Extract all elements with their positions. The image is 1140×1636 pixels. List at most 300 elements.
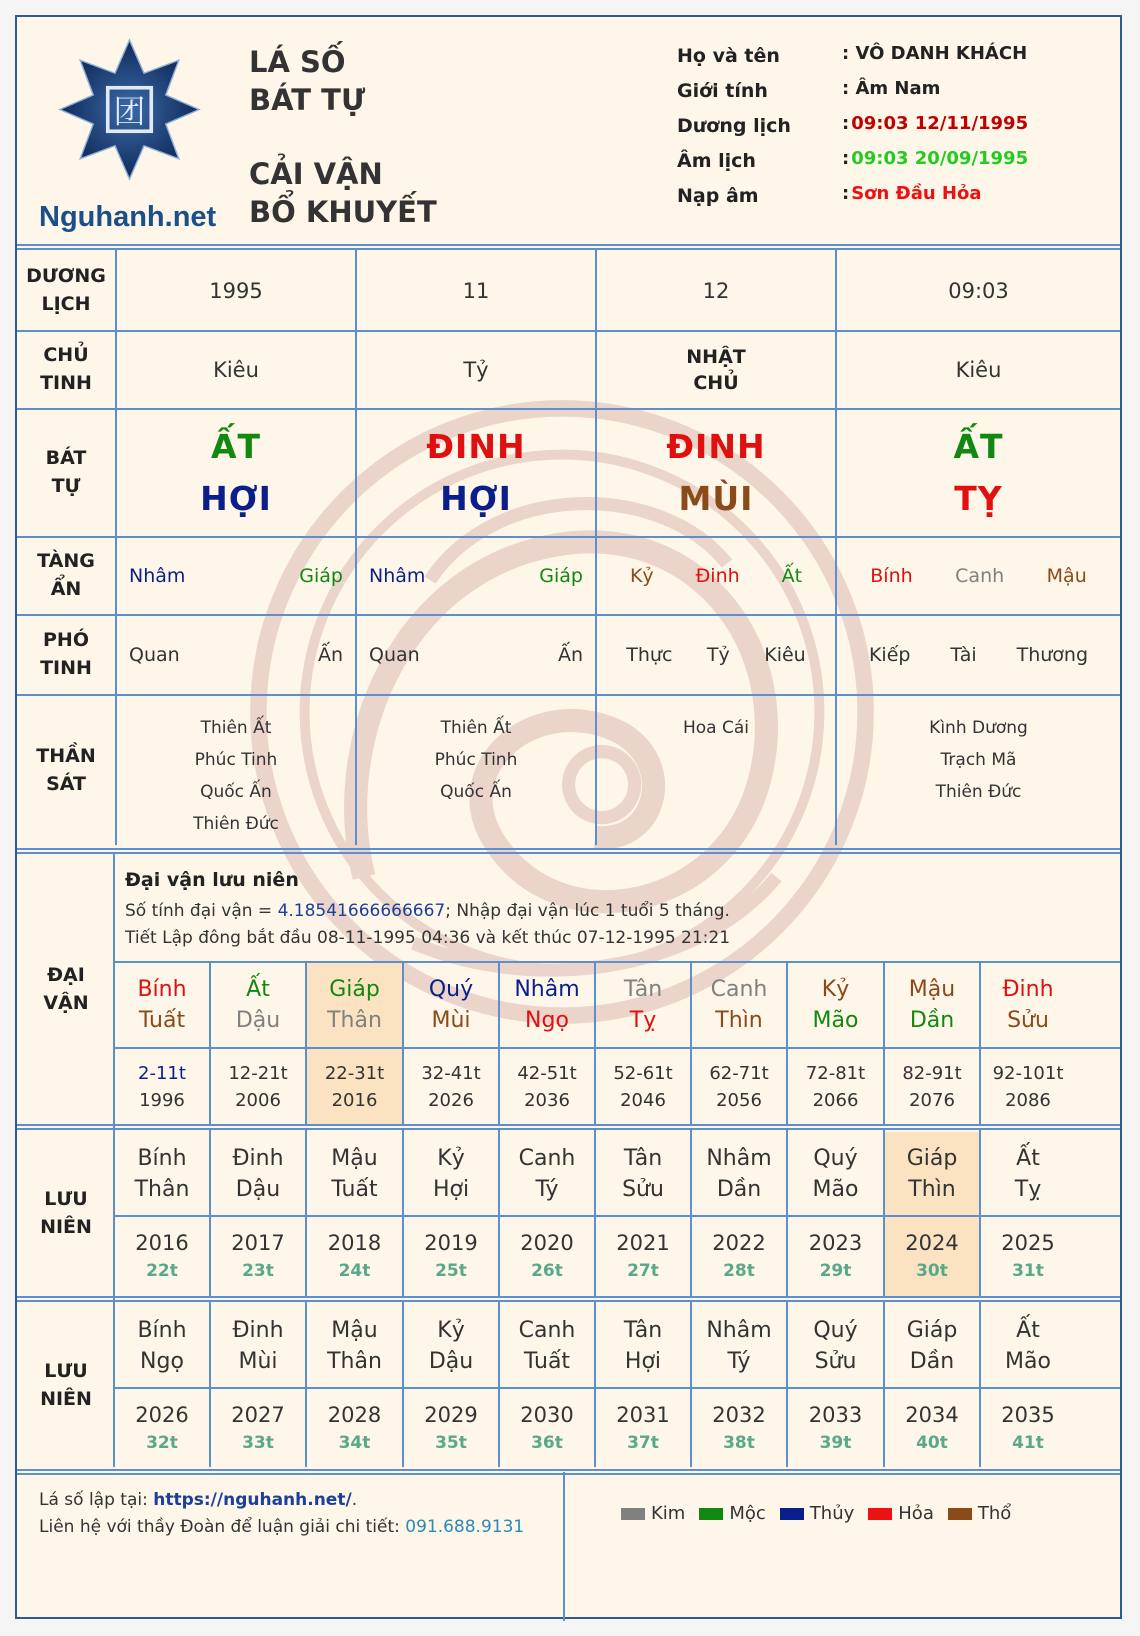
dai-van-age-range: 52-61t [613, 1062, 673, 1084]
luu-nien-year-stack [712, 1401, 765, 1457]
duong-lich-value [837, 252, 1120, 330]
luu-nien-stack [137, 1315, 186, 1377]
luu-nien-year-stack [616, 1401, 669, 1457]
dai-van-can: Quý [428, 977, 474, 1002]
luu-nien-year-cell [788, 1389, 883, 1469]
hidden-stem: Nhâm [369, 565, 426, 587]
luu-nien-year-stack [135, 1229, 188, 1285]
row-label-chu_tinh [17, 330, 115, 408]
luu-nien-chi: Dậu [428, 1348, 474, 1374]
dai-van-age [115, 1049, 209, 1124]
than-sat-item: Thiên Đức [193, 814, 279, 834]
pho-tinh-cell [117, 616, 355, 694]
luu-nien-stack [1005, 1315, 1051, 1377]
sub-star: Quan [369, 644, 420, 666]
row-label-text [36, 742, 95, 798]
luu-nien-year-cell [981, 1217, 1075, 1296]
luu-nien-age: 23t [242, 1260, 274, 1281]
hidden-stem: Canh [955, 565, 1005, 587]
bat-tu-stack [953, 421, 1003, 525]
luu-nien-can: Canh [518, 1317, 576, 1343]
legend-swatch [868, 1508, 892, 1520]
sub-star: Thực [626, 644, 673, 666]
dai-van-pillar [692, 963, 786, 1047]
row-label-line: TINH [40, 657, 92, 679]
than-sat-item: Hoa Cái [682, 718, 750, 738]
luu-nien-pillar [981, 1304, 1075, 1387]
double-divider [17, 244, 1120, 250]
luu-nien-can: Quý [813, 1145, 858, 1171]
luu-nien-year-cell [307, 1389, 402, 1469]
footer-source: Lá số lập tại: https://nguhanh.net/. [39, 1490, 358, 1510]
pho-tinh-cell [357, 616, 595, 694]
dai-van-can: Giáp [329, 977, 380, 1002]
luu-nien-age: 24t [338, 1260, 371, 1281]
chu-tinh-value [117, 332, 355, 408]
luu-nien-pillar [500, 1304, 594, 1387]
dai-van-can: Nhâm [514, 977, 580, 1002]
luu-nien-age: 29t [819, 1260, 852, 1281]
dai-van-pillar [596, 963, 690, 1047]
legend-label: Kim [651, 1503, 686, 1524]
hidden-stem: Ất [781, 565, 803, 587]
bat-tu-pillar [357, 410, 595, 536]
luu-nien-chi: Thân [134, 1176, 190, 1202]
sub-star: Thương [1016, 644, 1089, 666]
chu-tinh-line: CHỦ [693, 372, 739, 394]
luu-nien-age: 26t [531, 1260, 563, 1281]
row-label-line: DƯƠNG [26, 265, 106, 287]
luu-nien-can: Canh [518, 1145, 576, 1171]
bat-tu-pillar [597, 410, 835, 536]
info-value [842, 148, 1028, 169]
legend-swatch [621, 1508, 645, 1520]
luu-nien-year: 2034 [905, 1403, 959, 1427]
luu-nien-age: 25t [435, 1260, 467, 1281]
luu-nien-age: 38t [723, 1433, 755, 1453]
luu-nien-pillar [692, 1304, 786, 1387]
dai-van-can: Kỷ [821, 977, 850, 1002]
luu-nien-age: 27t [627, 1260, 659, 1281]
luu-nien-age: 28t [723, 1260, 755, 1281]
luu-nien-year-cell [596, 1217, 690, 1296]
luu-nien-year: 2017 [231, 1230, 285, 1255]
double-divider [17, 1296, 1120, 1302]
luu-nien-stack [706, 1315, 771, 1377]
luu-nien-year-stack [328, 1401, 381, 1457]
dai-van-chi: Mão [812, 1008, 859, 1033]
luu-nien-year-stack [616, 1229, 669, 1285]
luu-nien-chi: Sửu [622, 1176, 664, 1202]
luu-nien-can: Nhâm [706, 1317, 772, 1343]
dai-van-year: 2006 [235, 1089, 281, 1111]
luu-nien-year: 2031 [616, 1403, 670, 1427]
title-line3: CẢI VẬN [249, 157, 383, 191]
legend-item [868, 1503, 934, 1524]
dai-van-age [788, 1049, 883, 1124]
luu-nien-year: 2020 [520, 1230, 574, 1255]
luu-nien-can: Bính [137, 1317, 187, 1343]
tang-an-cell [357, 538, 595, 614]
dai-van-age [981, 1049, 1075, 1124]
luu-nien-can: Đinh [232, 1317, 284, 1343]
luu-nien-stack [622, 1143, 664, 1205]
earthly-branch: MÙI [678, 479, 754, 518]
row-label-luu_nien [17, 1130, 115, 1296]
dai-van-chi: Dần [909, 1008, 955, 1033]
chu-tinh-value [357, 332, 595, 408]
duong-lich-value [117, 252, 355, 330]
chu-tinh-text [686, 344, 745, 396]
dai-van-stack [1002, 974, 1053, 1036]
luu-nien-chi: Ngọ [140, 1348, 184, 1374]
dai-van-age-stack [613, 1060, 672, 1114]
chu-tinh-text [213, 358, 259, 382]
dai-van-stack [624, 974, 662, 1036]
dai-van-year: 2066 [812, 1089, 859, 1111]
double-divider [17, 848, 1120, 854]
luu-nien-year-cell [885, 1389, 979, 1469]
luu-nien-year: 2032 [712, 1403, 766, 1427]
chu-tinh-line: Kiêu [213, 358, 259, 382]
earthly-branch: HỢI [440, 479, 512, 518]
row-label-line: CHỦ [43, 344, 89, 366]
luu-nien-year-cell [692, 1389, 786, 1469]
luu-nien-year-stack [809, 1401, 862, 1457]
luu-nien-pillar [692, 1132, 786, 1215]
dai-van-can: Ất [246, 977, 270, 1002]
dai-van-chi: Ngọ [525, 1008, 569, 1033]
duong-lich-text: 1995 [209, 279, 263, 303]
luu-nien-age: 39t [819, 1433, 852, 1453]
dai-van-heading: Đại vận lưu niên [125, 869, 299, 891]
dai-van-age [404, 1049, 498, 1124]
row-label-line: LƯU [44, 1188, 88, 1210]
luu-nien-pillar [981, 1132, 1075, 1215]
luu-nien-can: Đinh [232, 1145, 284, 1171]
luu-nien-pillar [788, 1304, 883, 1387]
legend-item [780, 1503, 854, 1524]
dai-van-pillar [885, 963, 979, 1047]
luu-nien-year: 2026 [135, 1403, 189, 1427]
dai-van-age-stack [228, 1060, 287, 1114]
luu-nien-year-stack [1001, 1401, 1054, 1457]
luu-nien-stack [429, 1315, 473, 1377]
luu-nien-chi: Dần [909, 1348, 955, 1374]
dai-van-age-stack [806, 1060, 865, 1114]
dai-van-year: 2036 [524, 1089, 570, 1111]
luu-nien-can: Mậu [331, 1317, 378, 1343]
legend-swatch [948, 1508, 972, 1520]
row-label-text [40, 1357, 92, 1413]
luu-nien-chi: Thân [327, 1348, 382, 1374]
hidden-stem: Nhâm [129, 565, 186, 587]
row-label-bat_tu [17, 408, 115, 536]
luu-nien-pillar [404, 1132, 498, 1215]
info-colon: : [842, 183, 850, 204]
luu-nien-age: 37t [627, 1433, 659, 1453]
hidden-stem: Đinh [695, 565, 740, 587]
dai-van-can: Mậu [908, 977, 956, 1002]
brand-name: Nguhanh.net [39, 201, 217, 233]
luu-nien-year-stack [135, 1401, 188, 1457]
luu-nien-chi: Tý [727, 1348, 751, 1374]
luu-nien-stack [519, 1143, 576, 1205]
dai-van-pillar [404, 963, 498, 1047]
dai-van-age-stack [902, 1060, 961, 1114]
dai-van-year: 2086 [1005, 1089, 1051, 1111]
luu-nien-can: Tân [623, 1145, 663, 1171]
luu-nien-stack [519, 1315, 576, 1377]
dai-van-age-range: 22-31t [324, 1062, 385, 1084]
v-divider [563, 1472, 565, 1621]
dai-van-year: 2056 [716, 1089, 762, 1111]
luu-nien-pillar [500, 1132, 594, 1215]
chu-tinh-line: Tỷ [463, 358, 489, 382]
row-label-text [43, 961, 88, 1017]
than-sat-item: Phúc Tinh [434, 750, 518, 770]
luu-nien-year-cell [404, 1217, 498, 1296]
luu-nien-stack [813, 1143, 859, 1205]
luu-nien-chi: Tý [535, 1176, 559, 1202]
luu-nien-age: 32t [146, 1433, 178, 1453]
luu-nien-can: Ất [1016, 1317, 1040, 1343]
double-divider [17, 1469, 1120, 1475]
dai-van-age [307, 1049, 402, 1124]
heavenly-stem: ẤT [210, 427, 262, 466]
row-label-line: BÁT [45, 447, 87, 469]
than-sat-list [435, 712, 518, 808]
info-value-text: 09:03 12/11/1995 [851, 113, 1029, 134]
dai-van-chi: Tỵ [629, 1008, 657, 1033]
luu-nien-year: 2024 [905, 1230, 959, 1255]
luu-nien-year: 2028 [327, 1403, 382, 1427]
luu-nien-year: 2025 [1001, 1230, 1055, 1255]
dai-van-pillar [788, 963, 883, 1047]
dai-van-chi: Thìn [715, 1008, 763, 1033]
info-colon: : [842, 148, 850, 169]
luu-nien-stack [232, 1143, 283, 1205]
dai-van-pillar [307, 963, 402, 1047]
luu-nien-year-cell [788, 1217, 883, 1296]
luu-nien-year-stack [231, 1229, 284, 1285]
luu-nien-can: Tân [623, 1317, 663, 1343]
tang-an-cell [597, 538, 835, 614]
dai-van-age-range: 72-81t [805, 1062, 866, 1084]
site-link[interactable]: https://nguhanh.net/ [153, 1490, 352, 1510]
luu-nien-chi: Dậu [235, 1176, 281, 1202]
luu-nien-year-cell [885, 1217, 979, 1296]
than-sat-item: Trạch Mã [940, 750, 1017, 770]
sub-star: Kiếp [868, 644, 911, 666]
luu-nien-chi: Mùi [238, 1348, 278, 1374]
sub-star: Ấn [557, 644, 583, 666]
tang-an-cell [837, 538, 1120, 614]
luu-nien-age: 34t [338, 1433, 371, 1453]
than-sat-list [683, 712, 749, 744]
row-label-text [26, 262, 106, 318]
info-label: Nạp âm [677, 185, 759, 207]
luu-nien-chi: Dần [716, 1176, 762, 1202]
info-label: Giới tính [677, 80, 768, 102]
luu-nien-year-cell [211, 1389, 305, 1469]
dai-van-age [692, 1049, 786, 1124]
than-sat-item: Thiên Đức [935, 782, 1022, 802]
dai-van-can: Tân [623, 977, 663, 1002]
dai-van-stack [813, 974, 859, 1036]
luu-nien-age: 40t [916, 1433, 948, 1453]
luu-nien-chi: Thìn [908, 1176, 956, 1202]
dai-van-year: 2076 [909, 1089, 955, 1111]
luu-nien-can: Mậu [331, 1145, 378, 1171]
dai-van-chi: Dậu [235, 1008, 281, 1033]
luu-nien-year-cell [404, 1389, 498, 1469]
dai-van-age [211, 1049, 305, 1124]
luu-nien-year: 2029 [424, 1403, 478, 1427]
sub-star: Ấn [317, 644, 343, 666]
heavenly-stem: ĐINH [666, 427, 766, 466]
bat-tu-stack [200, 421, 272, 525]
chu-tinh-line: NHẬT [686, 346, 746, 368]
legend-swatch [699, 1508, 723, 1520]
than-sat-item: Quốc Ấn [200, 782, 272, 802]
row-label-text [46, 444, 87, 500]
dai-van-age [596, 1049, 690, 1124]
legend-label: Mộc [729, 1503, 766, 1524]
hidden-stem: Bính [870, 565, 913, 587]
luu-nien-pillar [596, 1304, 690, 1387]
than-sat-item: Kình Dương [929, 718, 1028, 738]
title-line1: LÁ SỐ [249, 45, 346, 79]
luu-nien-age: 22t [146, 1260, 178, 1281]
info-value-text: : VÔ DANH KHÁCH [842, 43, 1028, 64]
luu-nien-year-cell [307, 1217, 402, 1296]
dai-van-stack [909, 974, 955, 1036]
legend-item [948, 1503, 1011, 1524]
phone-link[interactable]: 091.688.9131 [405, 1517, 525, 1537]
luu-nien-chi: Mão [812, 1176, 859, 1202]
dai-van-stack [327, 974, 382, 1036]
luu-nien-pillar [211, 1304, 305, 1387]
hidden-stem: Giáp [539, 565, 583, 587]
dai-van-chi: Thân [327, 1008, 382, 1033]
luu-nien-year-stack [520, 1229, 573, 1285]
dai-van-age-stack [421, 1060, 480, 1114]
than-sat-item: Thiên Ất [200, 718, 272, 738]
luu-nien-pillar [211, 1132, 305, 1215]
luu-nien-year: 2022 [712, 1230, 766, 1255]
luu-nien-can: Nhâm [706, 1145, 772, 1171]
luu-nien-year-stack [424, 1401, 477, 1457]
chu-tinh-text [956, 358, 1002, 382]
info-label: Âm lịch [677, 150, 756, 172]
dai-van-pillar [115, 963, 209, 1047]
luu-nien-year: 2021 [616, 1230, 670, 1255]
luu-nien-stack [813, 1315, 857, 1377]
row-label-line: NIÊN [40, 1216, 92, 1238]
heavenly-stem: ẤT [953, 427, 1004, 466]
dai-van-age [500, 1049, 594, 1124]
row-label-luu_nien [17, 1302, 115, 1468]
info-value-text: 09:03 20/09/1995 [851, 148, 1029, 169]
duong-lich-value [357, 252, 595, 330]
sub-star: Tỷ [706, 644, 730, 666]
luu-nien-age: 36t [531, 1433, 563, 1453]
dai-van-pillar [981, 963, 1075, 1047]
luu-nien-pillar [885, 1304, 979, 1387]
dai-van-year: 1996 [139, 1089, 185, 1111]
info-value [842, 43, 1027, 64]
luu-nien-year-cell [500, 1389, 594, 1469]
than-sat-item: Quốc Ấn [440, 782, 512, 802]
dai-van-chi: Sửu [1007, 1008, 1049, 1033]
luu-nien-year-stack [520, 1401, 573, 1457]
double-divider [17, 1124, 1120, 1130]
than-sat-item: Phúc Tinh [194, 750, 278, 770]
svg-text:团: 团 [113, 92, 146, 131]
luu-nien-pillar [115, 1132, 209, 1215]
than-sat-item: Thiên Ất [440, 718, 512, 738]
row-label-line: PHÓ [43, 629, 89, 651]
luu-nien-stack [624, 1315, 662, 1377]
row-label-line: TỰ [51, 475, 81, 497]
dai-van-age [885, 1049, 979, 1124]
luu-nien-pillar [404, 1304, 498, 1387]
luu-nien-year-cell [981, 1389, 1075, 1469]
luu-nien-year-stack [1001, 1229, 1054, 1285]
heavenly-stem: ĐINH [426, 427, 526, 466]
dai-van-age-range: 62-71t [709, 1062, 769, 1084]
duong-lich-text: 11 [462, 279, 490, 303]
tang-an-cell [117, 538, 355, 614]
luu-nien-age: 30t [916, 1260, 948, 1281]
dai-van-tiet: Tiết Lập đông bắt đầu 08-11-1995 04:36 và kết thúc 07-12-1995 21:21 [125, 928, 731, 948]
chu-tinh-value [837, 332, 1120, 408]
dai-van-stack [236, 974, 280, 1036]
legend-item [699, 1503, 765, 1524]
luu-nien-year: 2023 [808, 1230, 863, 1255]
dai-van-age-range: 82-91t [902, 1062, 962, 1084]
luu-nien-stack [907, 1315, 958, 1377]
luu-nien-year-cell [115, 1217, 209, 1296]
earthly-branch: HỢI [200, 479, 272, 518]
dai-van-calc: Số tính đại vận = 4.18541666666667; Nhập đại vận lúc 1 tuổi 5 tháng. [125, 901, 730, 921]
than-sat-cell [117, 696, 355, 845]
luu-nien-year: 2030 [520, 1403, 574, 1427]
dai-van-chi: Tuất [138, 1008, 186, 1033]
legend-label: Thủy [809, 1503, 855, 1524]
luu-nien-year: 2027 [231, 1403, 285, 1427]
luu-nien-year: 2035 [1001, 1403, 1055, 1427]
luu-nien-chi: Hợi [624, 1348, 662, 1374]
luu-nien-pillar [596, 1132, 690, 1215]
footer-contact: Liên hệ với thầy Đoàn để luận giải chi tiết: 091.688.9131 [39, 1517, 525, 1537]
luu-nien-year-cell [115, 1389, 209, 1469]
pho-tinh-cell [837, 616, 1120, 694]
chu-tinh-text [463, 358, 488, 382]
row-label-line: LƯU [44, 1360, 88, 1382]
luu-nien-stack [433, 1143, 469, 1205]
info-value [842, 113, 1028, 134]
luu-nien-year-cell [692, 1217, 786, 1296]
dai-van-year: 2026 [428, 1089, 474, 1111]
luu-nien-stack [135, 1143, 190, 1205]
luu-nien-stack [706, 1143, 771, 1205]
info-value [842, 78, 940, 99]
duong-lich-text: 12 [702, 279, 730, 303]
luu-nien-stack [1015, 1143, 1041, 1205]
bat-tu-stack [426, 421, 525, 525]
